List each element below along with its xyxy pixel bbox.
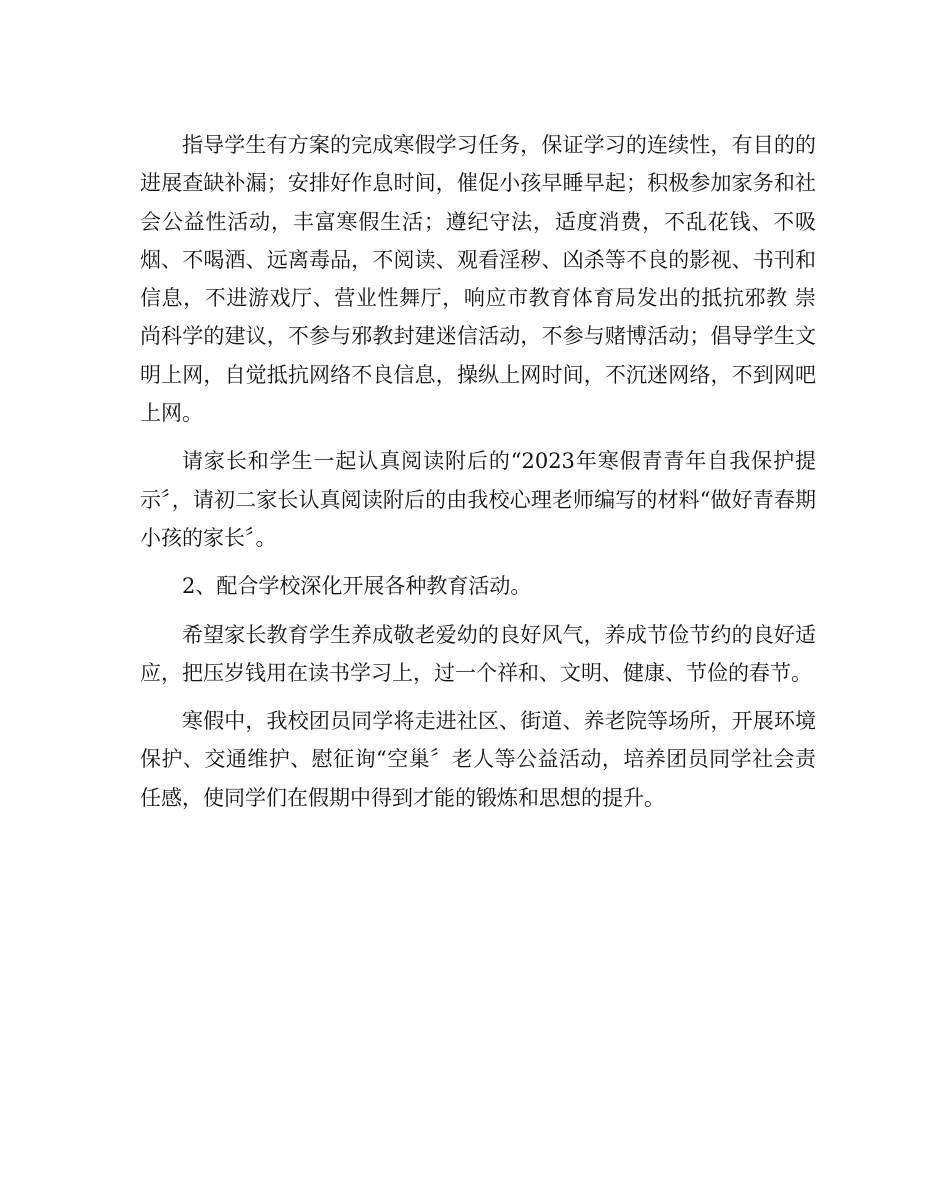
paragraph-study-guidance: 指导学生有方案的完成寒假学习任务，保证学习的连续性，有目的的进展查缺补漏；安排好作息时间，催促小孩早睡早起；积极参加家务和社会公益性活动，丰富寒假生活；遵纪守法，适度消费，不乱花钱、不吸烟、不喝酒、远离毒品，不阅读、观看淫秽、凶杀等不良的影视、书刊和信息，不进游戏厅、营业性舞厅，响应市教育体育局发出的抵抗邪教 崇尚科学的建议，不参与邪教封建迷信活动，不参与赌博活动；倡导学生文明上网，自觉抵抗网络不良信息，操纵上网时间，不沉迷网络，不到网吧上网。 — [140, 133, 816, 426]
paragraph-volunteer-activities: 寒假中，我校团员同学将走进社区、街道、养老院等场所，开展环境保护、交通维护、慰征询“空巢〞老人等公益活动，培养团员同学社会责任感，使同学们在假期中得到才能的锻炼和思想的提升。 — [140, 709, 816, 810]
paragraph-section-heading: 2、配合学校深化开展各种教育活动。 — [182, 574, 532, 599]
paragraph-reading-notice: 请家长和学生一起认真阅读附后的“2023年寒假青青年自我保护提示〞，请初二家长认真阅读附后的由我校心理老师编写的材料“做好青春期小孩的家长〞。 — [140, 449, 816, 550]
document-body — [140, 126, 816, 827]
paragraph-family-education: 希望家长教育学生养成敬老爱幼的良好风气，养成节俭节约的良好适应，把压岁钱用在读书学习上，过一个祥和、文明、健康、节俭的春节。 — [140, 622, 816, 685]
